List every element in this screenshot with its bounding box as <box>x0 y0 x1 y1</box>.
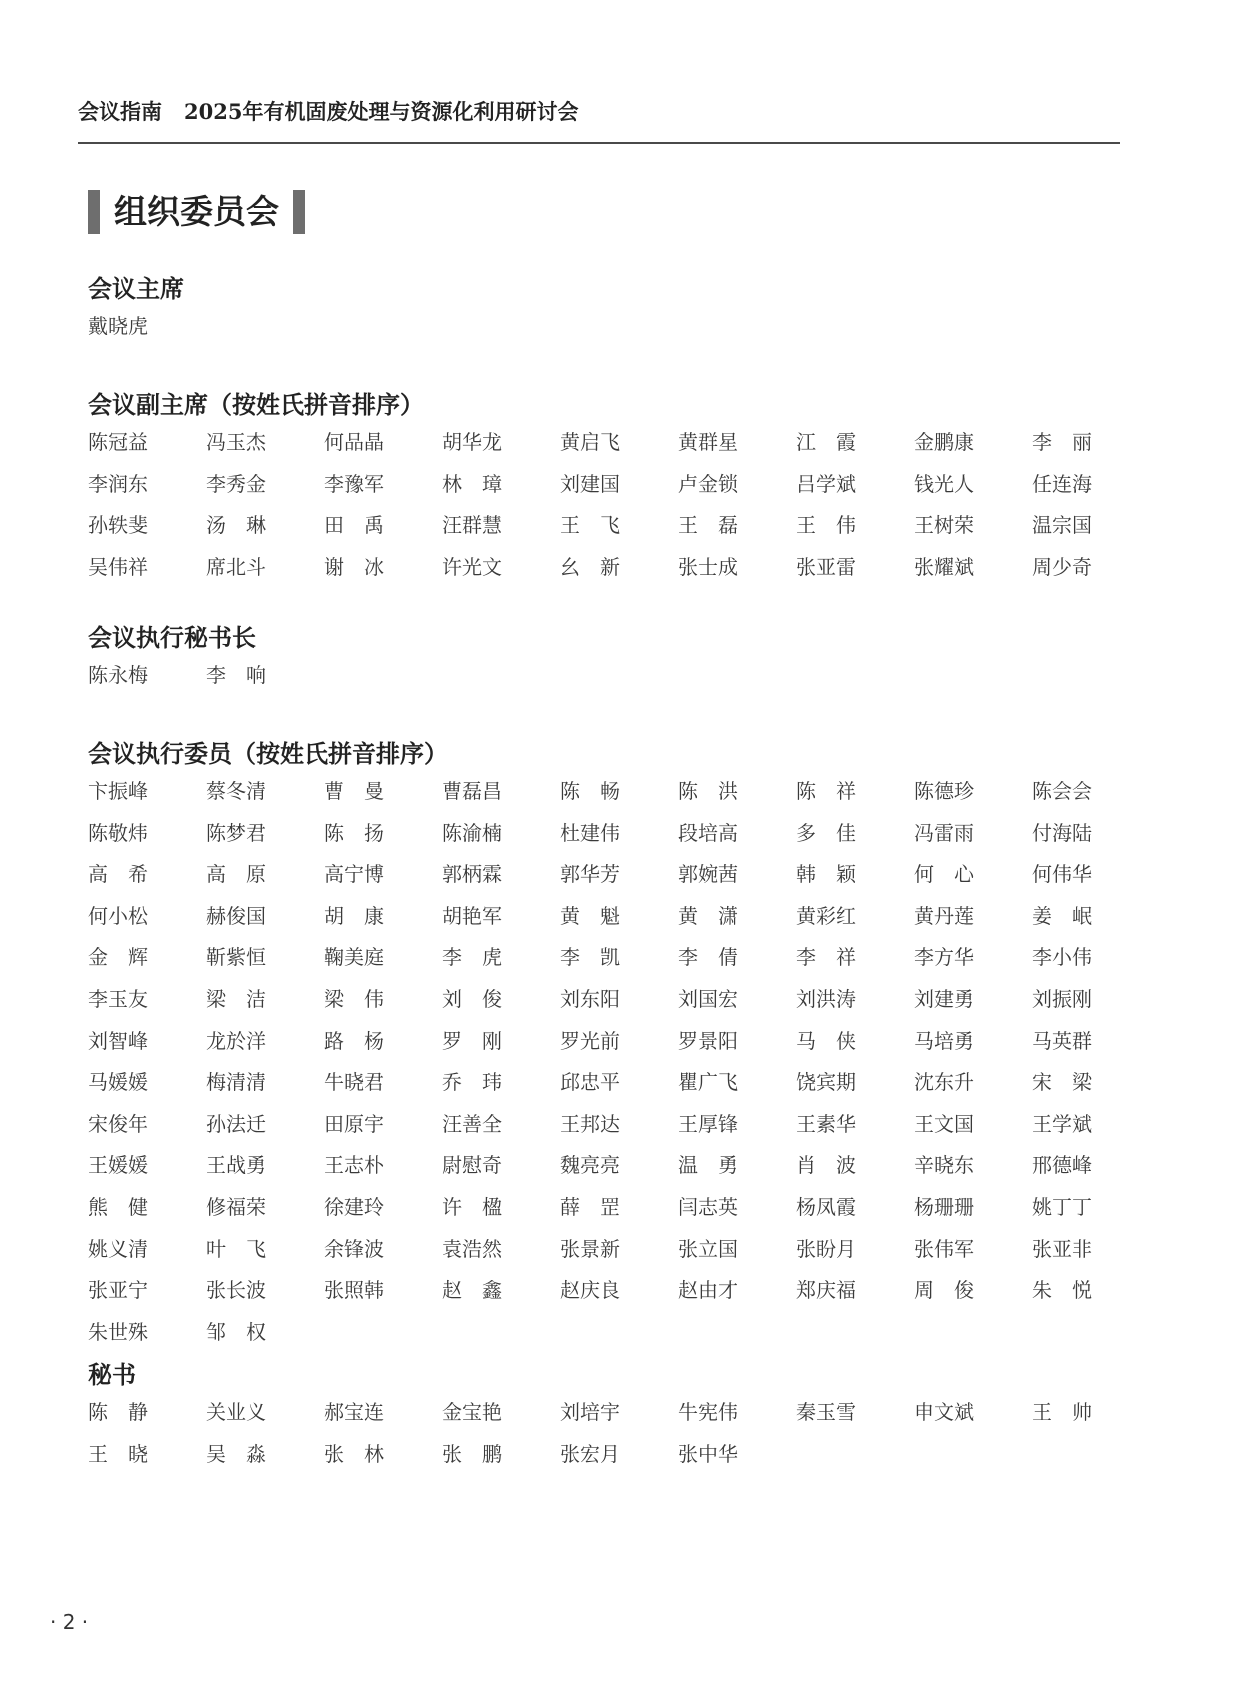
member-name: 陈 扬 <box>324 820 384 845</box>
member-name: 张亚雷 <box>796 554 856 579</box>
member-name: 宋 梁 <box>1032 1070 1092 1095</box>
member-name: 王素华 <box>796 1111 856 1136</box>
member-name: 多 佳 <box>796 820 856 845</box>
member-name: 刘建国 <box>560 471 620 496</box>
member-name: 朱世殊 <box>88 1319 148 1344</box>
member-name: 钱光人 <box>914 471 974 496</box>
member-name: 张 鹏 <box>442 1441 502 1466</box>
member-name: 薛 罡 <box>560 1194 620 1219</box>
title-bar-left <box>88 190 100 234</box>
member-name: 陈永梅 <box>88 663 148 687</box>
section-title-text: 组织委员会 <box>114 192 279 231</box>
member-name: 曹磊昌 <box>442 779 502 803</box>
member-name: 邱忠平 <box>560 1070 620 1095</box>
member-name: 梁 伟 <box>324 986 384 1011</box>
member-name: 王邦达 <box>560 1111 620 1136</box>
member-name: 林 璋 <box>442 471 502 496</box>
member-name: 牛宪伟 <box>678 1400 738 1424</box>
member-name: 罗景阳 <box>678 1028 738 1053</box>
member-name: 王学斌 <box>1032 1111 1092 1136</box>
group-secretaries <box>88 1358 1150 1481</box>
member-name: 申文斌 <box>914 1400 974 1424</box>
member-name: 陈 洪 <box>678 779 738 803</box>
member-name: 高 希 <box>88 862 148 887</box>
member-name: 冯雷雨 <box>914 820 974 845</box>
member-name: 孙法迁 <box>206 1111 266 1136</box>
member-name: 田原宇 <box>324 1111 384 1136</box>
header-text <box>78 96 578 126</box>
member-name: 尉慰奇 <box>442 1153 502 1178</box>
member-name: 修福荣 <box>206 1194 266 1219</box>
member-name: 马媛媛 <box>88 1070 148 1095</box>
member-name: 李 凯 <box>560 945 620 970</box>
member-name: 邢德峰 <box>1032 1153 1092 1178</box>
member-name: 吕学斌 <box>796 471 856 496</box>
member-name: 何小松 <box>88 903 148 928</box>
member-name: 张立国 <box>678 1236 738 1261</box>
member-name: 胡 康 <box>324 903 384 928</box>
member-name: 徐建玲 <box>324 1194 384 1219</box>
member-name: 黄群星 <box>678 430 738 454</box>
member-name: 李润东 <box>88 471 148 496</box>
member-name: 赫俊国 <box>206 903 266 928</box>
member-name: 汪群慧 <box>442 513 502 538</box>
member-name: 张伟军 <box>914 1236 974 1261</box>
member-name: 陈梦君 <box>206 820 266 845</box>
member-name: 胡华龙 <box>442 430 502 454</box>
member-name: 郭柄霖 <box>442 862 502 887</box>
header-left: 会议指南 <box>78 99 162 124</box>
member-name: 胡艳军 <box>442 903 502 928</box>
member-name: 李 丽 <box>1032 430 1092 454</box>
member-name: 靳紫恒 <box>206 945 266 970</box>
member-name: 刘东阳 <box>560 986 620 1011</box>
member-name: 刘培宇 <box>560 1400 620 1424</box>
member-name: 王树荣 <box>914 513 974 538</box>
member-name: 张景新 <box>560 1236 620 1261</box>
member-name: 马培勇 <box>914 1028 974 1053</box>
group-heading: 秘书 <box>88 1361 136 1389</box>
member-name: 陈敬炜 <box>88 820 148 845</box>
member-name: 王 磊 <box>678 513 738 538</box>
member-name: 李 响 <box>206 663 266 687</box>
member-name: 谢 冰 <box>324 554 384 579</box>
member-name: 闫志英 <box>678 1194 738 1219</box>
member-name: 乔 玮 <box>442 1070 502 1095</box>
name-list <box>88 1398 1150 1481</box>
member-name: 陈德珍 <box>914 779 974 803</box>
member-name: 张长波 <box>206 1278 266 1303</box>
group-vice-chairs <box>88 388 1150 594</box>
member-name: 张照韩 <box>324 1278 384 1303</box>
member-name: 吴伟祥 <box>88 554 148 579</box>
member-name: 冯玉杰 <box>206 430 266 454</box>
member-name: 路 杨 <box>324 1028 384 1053</box>
member-name: 关业义 <box>206 1400 266 1424</box>
member-name: 马英群 <box>1032 1028 1092 1053</box>
member-name: 龙於洋 <box>206 1028 266 1053</box>
header-conference-title: 2025年有机固废处理与资源化利用研讨会 <box>184 99 579 124</box>
group-heading: 会议执行秘书长 <box>88 624 256 652</box>
member-name: 姜 岷 <box>1032 903 1092 928</box>
member-name: 温宗国 <box>1032 513 1092 538</box>
member-name: 姚义清 <box>88 1236 148 1261</box>
member-name: 郝宝连 <box>324 1400 384 1424</box>
member-name: 袁浩然 <box>442 1236 502 1261</box>
member-name: 李 祥 <box>796 945 856 970</box>
member-name: 金 辉 <box>88 945 148 970</box>
member-name: 瞿广飞 <box>678 1070 738 1095</box>
member-name: 杜建伟 <box>560 820 620 845</box>
group-chair <box>88 272 1150 354</box>
member-name: 张宏月 <box>560 1441 620 1466</box>
member-name: 许 楹 <box>442 1194 502 1219</box>
member-name: 牛晓君 <box>324 1070 384 1095</box>
group-heading: 会议主席 <box>88 275 184 303</box>
name-list <box>88 312 1150 354</box>
member-name: 陈会会 <box>1032 779 1092 803</box>
member-name: 姚丁丁 <box>1032 1194 1092 1219</box>
member-name: 金宝艳 <box>442 1400 502 1424</box>
member-name: 卢金锁 <box>678 471 738 496</box>
member-name: 罗 刚 <box>442 1028 502 1053</box>
member-name: 王战勇 <box>206 1153 266 1178</box>
member-name: 张亚宁 <box>88 1278 148 1303</box>
member-name: 周少奇 <box>1032 554 1092 579</box>
member-name: 王 晓 <box>88 1441 148 1466</box>
member-name: 刘智峰 <box>88 1028 148 1053</box>
member-name: 李 倩 <box>678 945 738 970</box>
member-name: 辛晓东 <box>914 1153 974 1178</box>
member-name: 张中华 <box>678 1441 738 1466</box>
member-name: 王文国 <box>914 1111 974 1136</box>
member-name: 王厚锋 <box>678 1111 738 1136</box>
member-name: 饶宾期 <box>796 1070 856 1095</box>
member-name: 刘 俊 <box>442 986 502 1011</box>
member-name: 沈东升 <box>914 1070 974 1095</box>
member-name: 韩 颖 <box>796 862 856 887</box>
member-name: 曹 曼 <box>324 779 384 803</box>
member-name: 王志朴 <box>324 1153 384 1178</box>
member-name: 郭婉茜 <box>678 862 738 887</box>
member-name: 幺 新 <box>560 554 620 579</box>
member-name: 肖 波 <box>796 1153 856 1178</box>
member-name: 汤 琳 <box>206 513 266 538</box>
member-name: 魏亮亮 <box>560 1153 620 1178</box>
member-name: 杨珊珊 <box>914 1194 974 1219</box>
member-name: 李豫军 <box>324 471 384 496</box>
member-name: 何伟华 <box>1032 862 1092 887</box>
member-name: 陈渝楠 <box>442 820 502 845</box>
name-list <box>88 661 1150 703</box>
member-name: 王媛媛 <box>88 1153 148 1178</box>
member-name: 黄启飞 <box>560 430 620 454</box>
member-name: 熊 健 <box>88 1194 148 1219</box>
member-name: 梁 洁 <box>206 986 266 1011</box>
member-name: 秦玉雪 <box>796 1400 856 1424</box>
member-name: 马 侠 <box>796 1028 856 1053</box>
member-name: 罗光前 <box>560 1028 620 1053</box>
member-name: 鞠美庭 <box>324 945 384 970</box>
member-name: 许光文 <box>442 554 502 579</box>
member-name: 席北斗 <box>206 554 266 579</box>
member-name: 江 霞 <box>796 430 856 454</box>
page-number: · 2 · <box>50 1610 89 1634</box>
member-name: 汪善全 <box>442 1111 502 1136</box>
member-name: 吴 淼 <box>206 1441 266 1466</box>
group-heading: 会议执行委员（按姓氏拼音排序） <box>88 740 448 768</box>
member-name: 付海陆 <box>1032 820 1092 845</box>
member-name: 高宁博 <box>324 862 384 887</box>
member-name: 段培高 <box>678 820 738 845</box>
member-name: 杨凤霞 <box>796 1194 856 1219</box>
member-name: 王 飞 <box>560 513 620 538</box>
name-list <box>88 777 1150 1359</box>
group-executive-members <box>88 737 1150 1359</box>
member-name: 张盼月 <box>796 1236 856 1261</box>
member-name: 陈 畅 <box>560 779 620 803</box>
name-list <box>88 428 1150 594</box>
member-name: 李玉友 <box>88 986 148 1011</box>
member-name: 蔡冬清 <box>206 779 266 803</box>
member-name: 周 俊 <box>914 1278 974 1303</box>
member-name: 张士成 <box>678 554 738 579</box>
member-name: 戴晓虎 <box>88 314 148 338</box>
page-header <box>78 94 1120 144</box>
member-name: 任连海 <box>1032 471 1092 496</box>
member-name: 黄 魁 <box>560 903 620 928</box>
member-name: 王 帅 <box>1032 1400 1092 1424</box>
member-name: 李秀金 <box>206 471 266 496</box>
section-title <box>88 190 305 234</box>
member-name: 金鹏康 <box>914 430 974 454</box>
member-name: 刘洪涛 <box>796 986 856 1011</box>
member-name: 刘建勇 <box>914 986 974 1011</box>
member-name: 赵 鑫 <box>442 1278 502 1303</box>
member-name: 何品晶 <box>324 430 384 454</box>
group-executive-secretary-general <box>88 621 1150 703</box>
group-heading: 会议副主席（按姓氏拼音排序） <box>88 391 424 419</box>
member-name: 叶 飞 <box>206 1236 266 1261</box>
member-name: 何 心 <box>914 862 974 887</box>
member-name: 赵由才 <box>678 1278 738 1303</box>
member-name: 黄丹莲 <box>914 903 974 928</box>
member-name: 张亚非 <box>1032 1236 1092 1261</box>
member-name: 田 禹 <box>324 513 384 538</box>
member-name: 宋俊年 <box>88 1111 148 1136</box>
member-name: 李方华 <box>914 945 974 970</box>
member-name: 高 原 <box>206 862 266 887</box>
member-name: 温 勇 <box>678 1153 738 1178</box>
member-name: 邹 权 <box>206 1319 266 1344</box>
member-name: 陈 祥 <box>796 779 856 803</box>
member-name: 陈冠益 <box>88 430 148 454</box>
member-name: 李小伟 <box>1032 945 1092 970</box>
member-name: 张耀斌 <box>914 554 974 579</box>
member-name: 卞振峰 <box>88 779 148 803</box>
title-bar-right <box>293 190 305 234</box>
member-name: 赵庆良 <box>560 1278 620 1303</box>
member-name: 余锋波 <box>324 1236 384 1261</box>
member-name: 郑庆福 <box>796 1278 856 1303</box>
member-name: 刘振刚 <box>1032 986 1092 1011</box>
member-name: 张 林 <box>324 1441 384 1466</box>
member-name: 刘国宏 <box>678 986 738 1011</box>
member-name: 李 虎 <box>442 945 502 970</box>
member-name: 朱 悦 <box>1032 1278 1092 1303</box>
member-name: 王 伟 <box>796 513 856 538</box>
member-name: 陈 静 <box>88 1400 148 1424</box>
member-name: 黄彩红 <box>796 903 856 928</box>
member-name: 梅清清 <box>206 1070 266 1095</box>
member-name: 郭华芳 <box>560 862 620 887</box>
member-name: 黄 潇 <box>678 903 738 928</box>
member-name: 孙轶斐 <box>88 513 148 538</box>
